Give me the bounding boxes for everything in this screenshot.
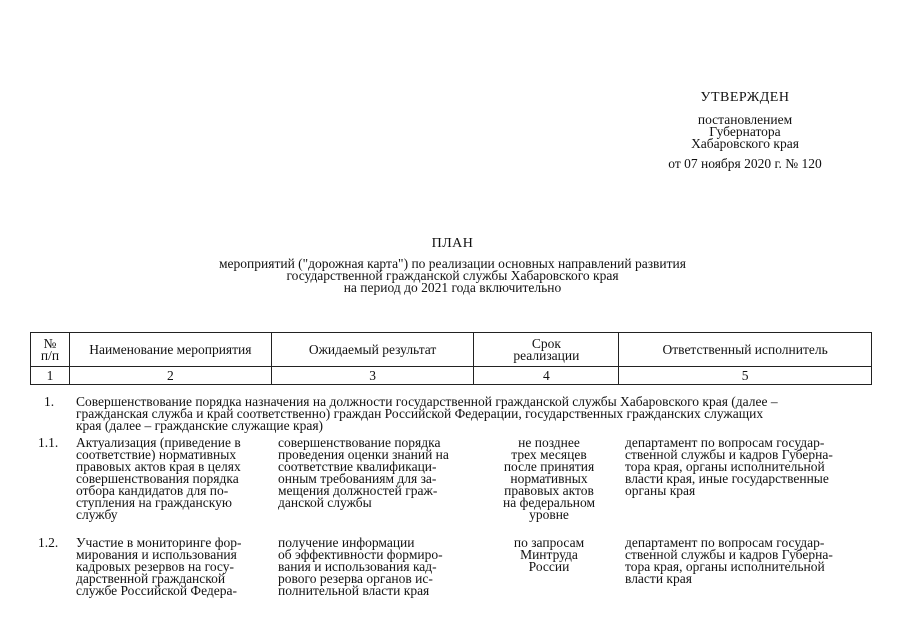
section-title: Совершенствование порядка назначения на должности государственной гражданской службы Хабаровского края (далее – гражданская служба и край соответственно) граждан Российской Федерации, государственных гражданских служащих края (далее – гражданские служащие края) [76,394,778,433]
plan-subtitle-line: мероприятий ("дорожная карта") по реализации основных направлений развития [219,256,686,271]
header-result: Ожидаемый результат [271,333,474,367]
column-number: 3 [271,367,474,385]
column-number: 5 [619,367,872,385]
approval-stamp [640,92,850,170]
row-term: по запросам Минтруда России [513,535,585,574]
row-name: Актуализация (приведение в соответствие) нормативных правовых актов края в целях совершенствования порядка отбора кандидатов для по- ступления на гражданскую службу [76,435,241,522]
header-term: Срок реализации [474,333,619,367]
approval-title: УТВЕРЖДЕН [700,90,790,105]
plan-subtitle-line: государственной гражданской службы Хабаровского края [286,268,619,283]
header-num: № п/п [31,333,70,367]
approval-line: постановлением [697,112,793,127]
row-name: Участие в мониторинге фор- мирования и использования кадровых резервов на госу- дарственной гражданской службе Российской Федера- [76,535,242,598]
row-executor: департамент по вопросам государ- ственной службы и кадров Губерна- тора края, органы исполнительной власти края [625,535,833,586]
row-executor: департамент по вопросам государ- ственной службы и кадров Губерна- тора края, органы исполнительной власти края, иные государственные органы края [625,435,833,498]
row-term: не позднее трех месяцев после принятия нормативных правовых актов на федеральном уровне [502,435,596,522]
plan-title: ПЛАН [431,236,474,251]
approval-line: Губернатора [709,124,781,139]
column-number: 4 [474,367,619,385]
column-number: 2 [69,367,271,385]
plan-table-header [30,332,872,385]
section-number: 1. [44,394,55,409]
row-result: совершенствование порядка проведения оценки знаний на соответствие квалификаци- онным требованиям для за- мещения должностей граж- данской службы [278,435,449,510]
column-number: 1 [31,367,70,385]
approval-date: от 07 ноября 2020 г. № 120 [668,156,822,171]
header-name: Наименование мероприятия [69,333,271,367]
row-number: 1.2. [38,535,59,550]
header-executor: Ответственный исполнитель [619,333,872,367]
row-number: 1.1. [38,435,59,450]
plan-heading [150,238,755,294]
plan-subtitle-line: на период до 2021 года включительно [343,280,562,295]
approval-line: Хабаровского края [691,136,799,151]
row-result: получение информации об эффективности формиро- вания и использования кад- рового резерва органов ис- полнительной власти края [278,535,443,598]
